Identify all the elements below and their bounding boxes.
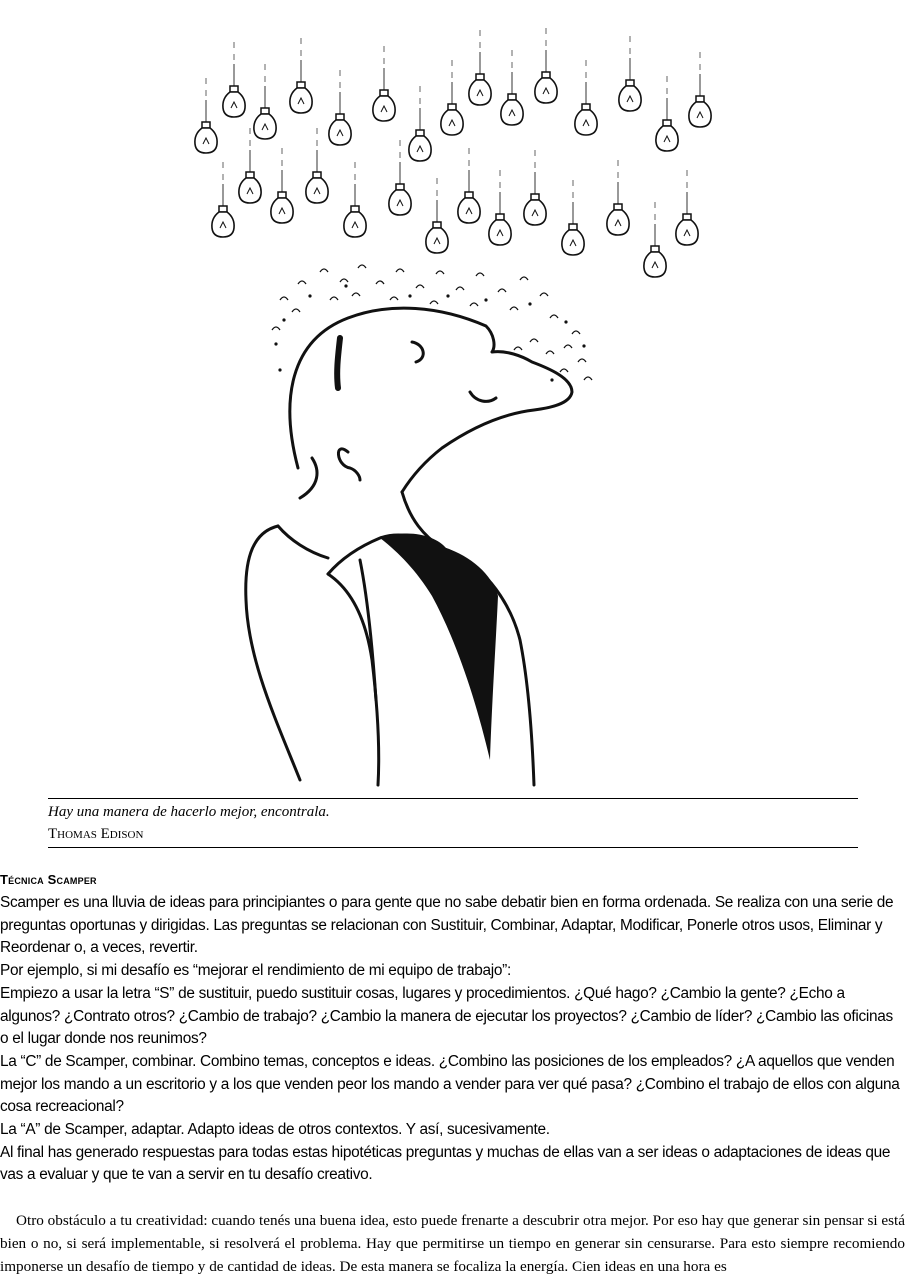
quote-text: Hay una manera de hacerlo mejor, encontrala. (48, 804, 330, 820)
closing-paragraph: Otro obstáculo a tu creatividad: cuando tenés una buena idea, esto puede frenarte a descubrir otra mejor. Por eso hay que generar sin pensar si está bien o no, si será implementable, si resolverá el problema. Hay que permitirse un tiempo en generar sin censurarse. Para esto siempre recomiendo imponerse un desafío de tiempo y de cantidad de ideas. De esta manera se focaliza la energía. Cien ideas en una hora es (0, 1212, 905, 1275)
quote-author: Thomas Edison (48, 826, 144, 842)
lightbulb-icon (373, 46, 395, 121)
lightbulb-icon (458, 148, 480, 223)
lightbulb-icon (239, 128, 261, 203)
lightbulb-icon (344, 162, 366, 237)
lightbulbs-head-illustration (180, 0, 740, 790)
lightbulb-icon (689, 52, 711, 127)
paragraph: Al final has generado respuestas para todas estas hipotéticas preguntas y muchas de ellas van a ser ideas o adaptaciones de ideas que vas a evaluar y que te van a servir en tu desafío creativo. (0, 1143, 891, 1184)
lightbulb-icon (607, 160, 629, 235)
idea-sparks (272, 265, 592, 380)
lightbulb-icon (575, 60, 597, 135)
lightbulb-icons (195, 28, 711, 277)
lightbulb-icon (254, 64, 276, 139)
lightbulb-icon (644, 202, 666, 277)
closing-section (0, 1209, 905, 1278)
paragraph: La “C” de Scamper, combinar. Combino temas, conceptos e ideas. ¿Combino las posiciones de los empleados? ¿A aquellos que venden mejor los mando a un escritorio y a los que venden peor los mando a vender para ver qué pasa? ¿Combino el trabajo de ellos con alguna cosa recreacional? (0, 1052, 900, 1116)
lightbulb-icon (469, 30, 491, 105)
section-heading: Técnica Scamper (0, 872, 97, 887)
lightbulb-icon (619, 36, 641, 111)
lightbulb-icon (562, 180, 584, 255)
lightbulb-icon (676, 170, 698, 245)
paragraph: Por ejemplo, si mi desafío es “mejorar el rendimiento de mi equipo de trabajo”: (0, 962, 511, 980)
shirt-collar (380, 533, 498, 760)
lightbulb-icon (489, 170, 511, 245)
lightbulb-icon (656, 76, 678, 151)
epigraph (48, 798, 858, 848)
section-body (0, 892, 903, 1187)
lightbulb-icon (535, 28, 557, 103)
lightbulb-icon (501, 50, 523, 125)
lightbulb-icon (195, 78, 217, 153)
lightbulb-icon (212, 162, 234, 237)
lightbulb-icon (426, 178, 448, 253)
lightbulb-icon (290, 38, 312, 113)
lightbulb-icon (329, 70, 351, 145)
lightbulb-icon (441, 60, 463, 135)
lightbulb-icon (306, 128, 328, 203)
paragraph: Empiezo a usar la letra “S” de sustituir, puedo sustituir cosas, lugares y procedimientos. ¿Qué hago? ¿Cambio la gente? ¿Echo a algunos? ¿Contrato otros? ¿Cambio de trabajo? ¿Cambio la manera de ejecutar los proyectos? ¿Cambio de líder? ¿Cambio las oficinas o el lugar donde nos reunimos? (0, 984, 893, 1048)
paragraph: La “A” de Scamper, adaptar. Adapto ideas de otros contextos. Y así, sucesivamente. (0, 1121, 550, 1139)
lightbulb-icon (223, 42, 245, 117)
lightbulb-icon (524, 150, 546, 225)
lightbulb-icon (271, 148, 293, 223)
paragraph: Scamper es una lluvia de ideas para principiantes o para gente que no sabe debatir bien en forma ordenada. Se realiza con una serie de preguntas oportunas y dirigidas. Las preguntas se relacionan con Sustituir, Combinar, Adaptar, Modificar, Ponerle otros usos, Eliminar y Reordenar o, a veces, revertir. (0, 894, 894, 957)
lightbulb-icon (409, 86, 431, 161)
lightbulb-icon (389, 140, 411, 215)
